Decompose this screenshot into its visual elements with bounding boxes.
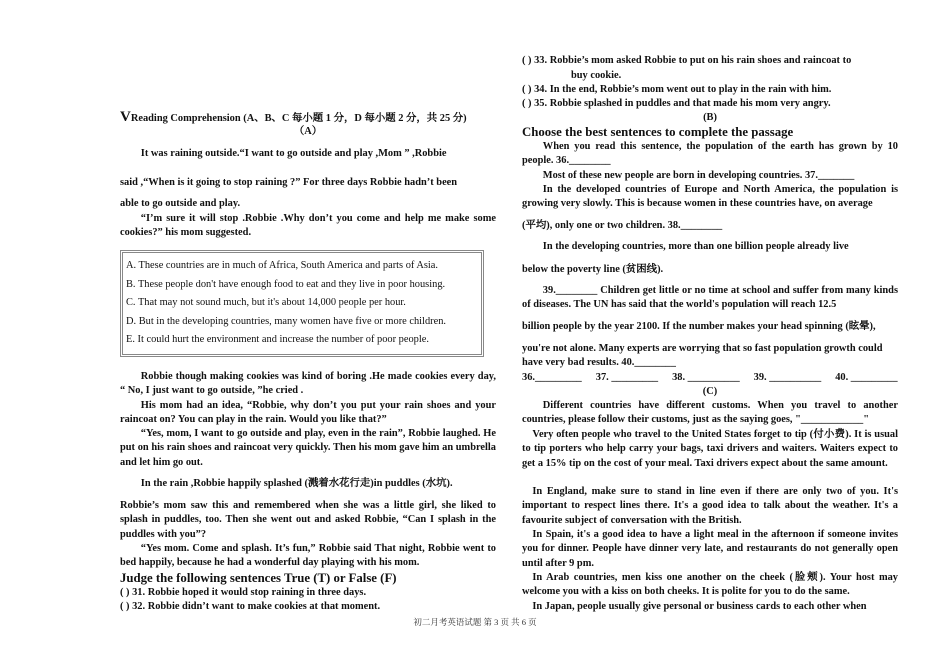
section-marker: V (120, 109, 131, 125)
passage-c-paragraph-1: Different countries have different customs. When you travel to another countries, please follow their customs, just as the saying goes, "____________" (522, 400, 898, 426)
question-32: ( ) 32. Robbie didn’t want to make cookies at that moment. (120, 601, 381, 612)
answer-blank-36[interactable]: 36._________ (522, 372, 582, 383)
passage-a-line-3: able to go outside and play. (120, 198, 241, 209)
passage-a-paragraph-5: “Yes, mom, I want to go outside and play, even in the rain”, Robbie laughed. He put on his rain shoes and raincoat very quickly. Then his mom gave him an umbrella and let him go out. (120, 428, 496, 468)
passage-b-paragraph-4: In the developing countries, more than one billion people already live (542, 241, 849, 252)
question-35: ( ) 35. Robbie splashed in puddles and that made his mom very angry. (522, 98, 831, 109)
question-33: ( ) 33. Robbie’s mom asked Robbie to put on his rain shoes and raincoat to (522, 55, 852, 66)
passage-a-paragraph-7: Robbie’s mom saw this and remembered when she was a little girl, she liked to splash in puddles, too. Then she went out and asked Robbie, “Can I splash in the puddles with you”? (120, 500, 496, 540)
passage-c-paragraph-4: In Spain, it's a good idea to have a light meal in the afternoon if someone invites you for dinner. People have dinner very late, and restaurants do not generally open until after 9 pm. (522, 529, 898, 569)
section-heading (120, 110, 496, 126)
option-c: C. That may not sound much, but it's about 14,000 people per hour. (126, 297, 406, 308)
passage-b-paragraph-5-line-2: billion people by the year 2100. If the number makes your head spinning (眩晕), (522, 321, 876, 332)
passage-a-paragraph-6: In the rain ,Robbie happily splashed (溅着水花行走)in puddles (水坑). (140, 478, 453, 489)
passage-a-line-2: said ,“When is it going to stop raining ?” For three days Robbie hadn’t been (120, 177, 458, 188)
question-34: ( ) 34. In the end, Robbie’s mom went out to play in the rain with him. (522, 84, 832, 95)
page-footer: 初二月考英语试题 第 3 页 共 6 页 (413, 617, 537, 627)
passage-a-line-1: It was raining outside.“I want to go outside and play ,Mom ” ,Robbie (140, 148, 447, 159)
passage-c-label: (C) (702, 386, 718, 397)
passage-c-paragraph-3: In England, make sure to stand in line even if there are only two of you. It's important to respect lines there. It's a good idea to talk about the weather. It's a favourite subject of conversation with the British. (522, 486, 898, 526)
passage-b-paragraph-5-line-3: you're not alone. Many experts are worrying that so fast population growth could have very bad results. 40.________ (522, 343, 883, 369)
answer-blank-37[interactable]: 37. _________ (595, 372, 659, 383)
passage-b-label: (B) (703, 112, 717, 123)
passage-b-paragraph-4-continued: below the poverty line (贫困线). (522, 264, 664, 275)
passage-b-paragraph-3: In the developed countries of Europe and North America, the population is growing very slowly. This is because women in these countries have, on average (522, 184, 898, 210)
question-31: ( ) 31. Robbie hoped it would stop raining in three days. (120, 587, 367, 598)
passage-a-label: （A） (293, 126, 323, 137)
passage-b-paragraph-3-continued: (平均), only one or two children. 38.________ (522, 220, 723, 231)
passage-b-paragraph-5: 39.________ Children get little or no time at school and suffer from many kinds of diseases. The UN has said that the world's population will reach 12.5 (522, 285, 898, 311)
option-d: D. But in the developing countries, many women have five or more children. (126, 315, 447, 327)
passage-a-paragraph-4: His mom had an idea, “Robbie, why don’t you put your rain shoes and your raincoat on? You can play in the rain. Would you like that?” (120, 400, 496, 426)
option-e: E. It could hurt the environment and increase the number of poor people. (126, 334, 429, 345)
passage-c-paragraph-5: In Arab countries, men kiss one another on the cheek (脸颊). Your host may welcome you with a kiss on both cheeks. It is polite for you to do the same. (522, 572, 898, 598)
passage-a-paragraph-8: “Yes mom. Come and splash. It’s fun,” Robbie said That night, Robbie went to bed happily, because he had a wonderful day playing with his mom. (120, 543, 496, 569)
option-a: A. These countries are in much of Africa, South America and parts of Asia. (126, 260, 439, 271)
passage-b-heading: Choose the best sentences to complete the passage (522, 125, 794, 139)
options-box (120, 250, 484, 357)
answer-blank-38[interactable]: 38. __________ (672, 372, 740, 383)
passage-c-paragraph-2: Very often people who travel to the United States forget to tip (付小费). It is usual to tip porters who help carry your bags, taxi drivers and waiters. Waiters expect to get a 15% tip on the cost of your meal. Taxi drivers expect about the same amount. (522, 429, 898, 469)
passage-c-paragraph-6: In Japan, people usually give personal or business cards to each other when (532, 601, 867, 612)
section-title: Reading Comprehension (A、B、C 每小题 1 分，D 每小题 2 分，共 25 分) (130, 113, 467, 124)
passage-a-paragraph-2: “I’m sure it will stop .Robbie .Why don’t you come and help me make some cookies?” his mom suggested. (120, 213, 496, 239)
answer-blank-39[interactable]: 39. __________ (753, 372, 822, 383)
judge-heading: Judge the following sentences True (T) or False (F) (120, 571, 397, 585)
passage-a-paragraph-3: Robbie though making cookies was kind of boring .He made cookies every day, “ No, I just want to go outside, ”he cried . (120, 371, 496, 397)
option-b: B. These people don't have enough food to eat and they live in poor housing. (126, 278, 446, 290)
question-33-continued: buy cookie. (571, 70, 622, 81)
passage-b-paragraph-2: Most of these new people are born in developing countries. 37._______ (542, 170, 855, 181)
passage-b-paragraph-1: When you read this sentence, the population of the earth has grown by 10 people. 36.________ (522, 141, 898, 167)
answer-blanks-row (522, 371, 898, 385)
answer-blank-40[interactable]: 40. _________ (835, 372, 898, 383)
